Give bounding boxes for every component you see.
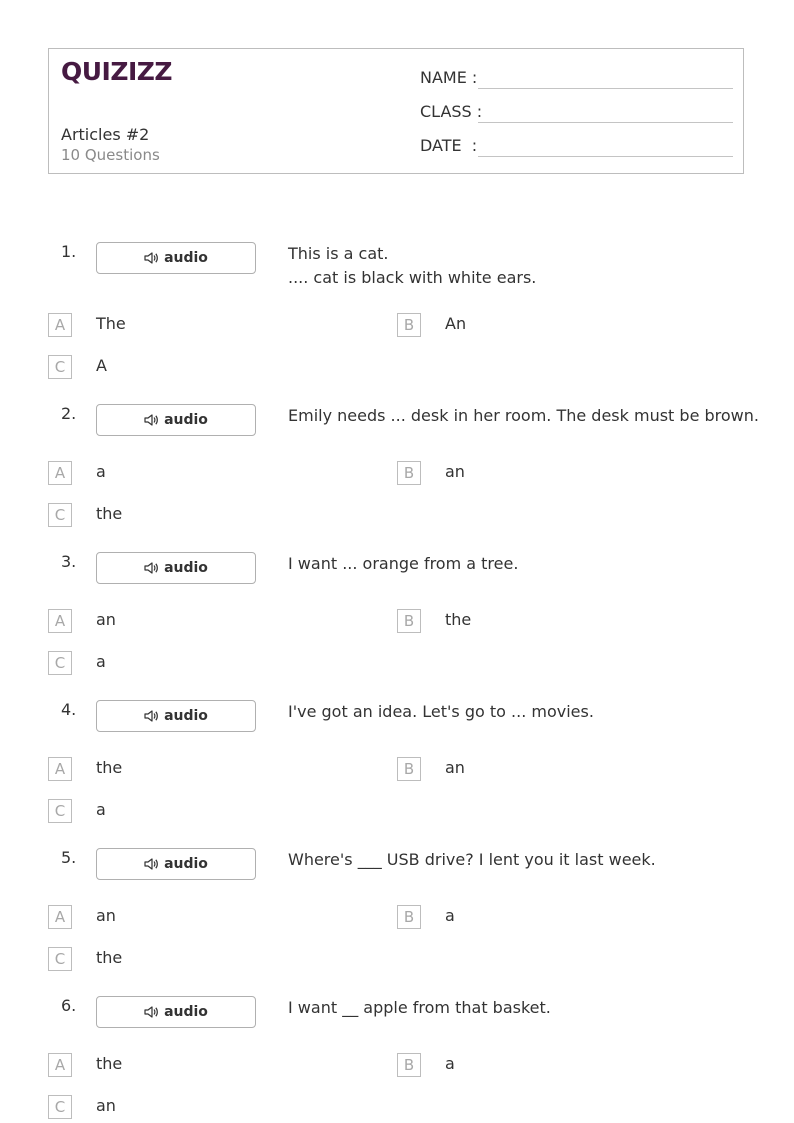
option-letter-box[interactable]: A bbox=[48, 905, 72, 929]
audio-button-label: audio bbox=[164, 856, 208, 872]
option-letter-box[interactable]: A bbox=[48, 609, 72, 633]
audio-button[interactable] bbox=[96, 700, 256, 732]
option-letter-box[interactable]: C bbox=[48, 799, 72, 823]
speaker-icon bbox=[144, 858, 158, 870]
option-text: An bbox=[445, 314, 467, 333]
question-number: 5. bbox=[61, 848, 77, 867]
option-letter-box[interactable]: C bbox=[48, 947, 72, 971]
audio-button[interactable] bbox=[96, 404, 256, 436]
worksheet-title: Articles #2 bbox=[61, 125, 150, 144]
option-text: the bbox=[96, 504, 123, 523]
name-line[interactable] bbox=[478, 88, 733, 89]
option-letter-box[interactable]: B bbox=[397, 609, 421, 633]
option-text: an bbox=[96, 906, 116, 925]
date-field[interactable] bbox=[420, 131, 733, 159]
option-letter-box[interactable]: C bbox=[48, 503, 72, 527]
question-text bbox=[288, 552, 738, 576]
question-text-line: I want __ apple from that basket. bbox=[288, 998, 551, 1017]
option-letter-box[interactable]: A bbox=[48, 313, 72, 337]
option-text: a bbox=[445, 1054, 455, 1073]
option-text: a bbox=[96, 462, 106, 481]
option-letter-box[interactable]: A bbox=[48, 1053, 72, 1077]
question-text-line: I've got an idea. Let's go to ... movies. bbox=[288, 702, 594, 721]
question-number: 2. bbox=[61, 404, 77, 423]
option-letter-box[interactable]: B bbox=[397, 905, 421, 929]
date-label: DATE : bbox=[420, 136, 478, 155]
audio-button-label: audio bbox=[164, 250, 208, 266]
option-text: a bbox=[96, 800, 106, 819]
option-letter-box[interactable]: A bbox=[48, 757, 72, 781]
class-line[interactable] bbox=[478, 122, 733, 123]
audio-button[interactable] bbox=[96, 848, 256, 880]
option-text: A bbox=[96, 356, 107, 375]
option-text: the bbox=[445, 610, 472, 629]
speaker-icon bbox=[144, 1006, 158, 1018]
option-text: an bbox=[96, 1096, 116, 1115]
option-letter-box[interactable]: C bbox=[48, 651, 72, 675]
option-text: an bbox=[445, 462, 465, 481]
speaker-icon bbox=[144, 562, 158, 574]
option-text: a bbox=[96, 652, 106, 671]
speaker-icon bbox=[144, 414, 158, 426]
audio-button-label: audio bbox=[164, 560, 208, 576]
question-text-line: Emily needs ... desk in her room. The desk must be brown. bbox=[288, 406, 759, 425]
question-text-line: I want ... orange from a tree. bbox=[288, 554, 519, 573]
audio-button[interactable] bbox=[96, 996, 256, 1028]
question-text bbox=[288, 700, 738, 724]
question-text bbox=[288, 848, 738, 872]
audio-button[interactable] bbox=[96, 552, 256, 584]
option-text: the bbox=[96, 1054, 123, 1073]
option-letter-box[interactable]: A bbox=[48, 461, 72, 485]
option-letter-box[interactable]: B bbox=[397, 461, 421, 485]
worksheet-header bbox=[48, 48, 744, 174]
question-text bbox=[288, 404, 759, 428]
audio-button-label: audio bbox=[164, 412, 208, 428]
question-number: 4. bbox=[61, 700, 77, 719]
option-letter-box[interactable]: C bbox=[48, 355, 72, 379]
quizizz-logo: QUIZIZZ bbox=[61, 57, 173, 86]
question-number: 6. bbox=[61, 996, 77, 1015]
question-number: 3. bbox=[61, 552, 77, 571]
option-text: an bbox=[445, 758, 465, 777]
date-line[interactable] bbox=[478, 156, 733, 157]
name-label: NAME : bbox=[420, 68, 478, 87]
name-field[interactable] bbox=[420, 63, 733, 91]
question-text-line: .... cat is black with white ears. bbox=[288, 268, 537, 287]
option-text: an bbox=[96, 610, 116, 629]
option-text: a bbox=[445, 906, 455, 925]
option-letter-box[interactable]: C bbox=[48, 1095, 72, 1119]
speaker-icon bbox=[144, 710, 158, 722]
question-count: 10 Questions bbox=[61, 146, 160, 164]
speaker-icon bbox=[144, 252, 158, 264]
option-letter-box[interactable]: B bbox=[397, 757, 421, 781]
question-number: 1. bbox=[61, 242, 77, 261]
option-text: the bbox=[96, 758, 123, 777]
question-text-line: This is a cat. bbox=[288, 244, 389, 263]
class-field[interactable] bbox=[420, 97, 733, 125]
question-text bbox=[288, 242, 738, 290]
class-label: CLASS : bbox=[420, 102, 483, 121]
question-text-line: Where's ___ USB drive? I lent you it last week. bbox=[288, 850, 656, 869]
option-text: The bbox=[96, 314, 126, 333]
audio-button[interactable] bbox=[96, 242, 256, 274]
audio-button-label: audio bbox=[164, 1004, 208, 1020]
option-text: the bbox=[96, 948, 123, 967]
option-letter-box[interactable]: B bbox=[397, 1053, 421, 1077]
question-text bbox=[288, 996, 738, 1020]
option-letter-box[interactable]: B bbox=[397, 313, 421, 337]
audio-button-label: audio bbox=[164, 708, 208, 724]
